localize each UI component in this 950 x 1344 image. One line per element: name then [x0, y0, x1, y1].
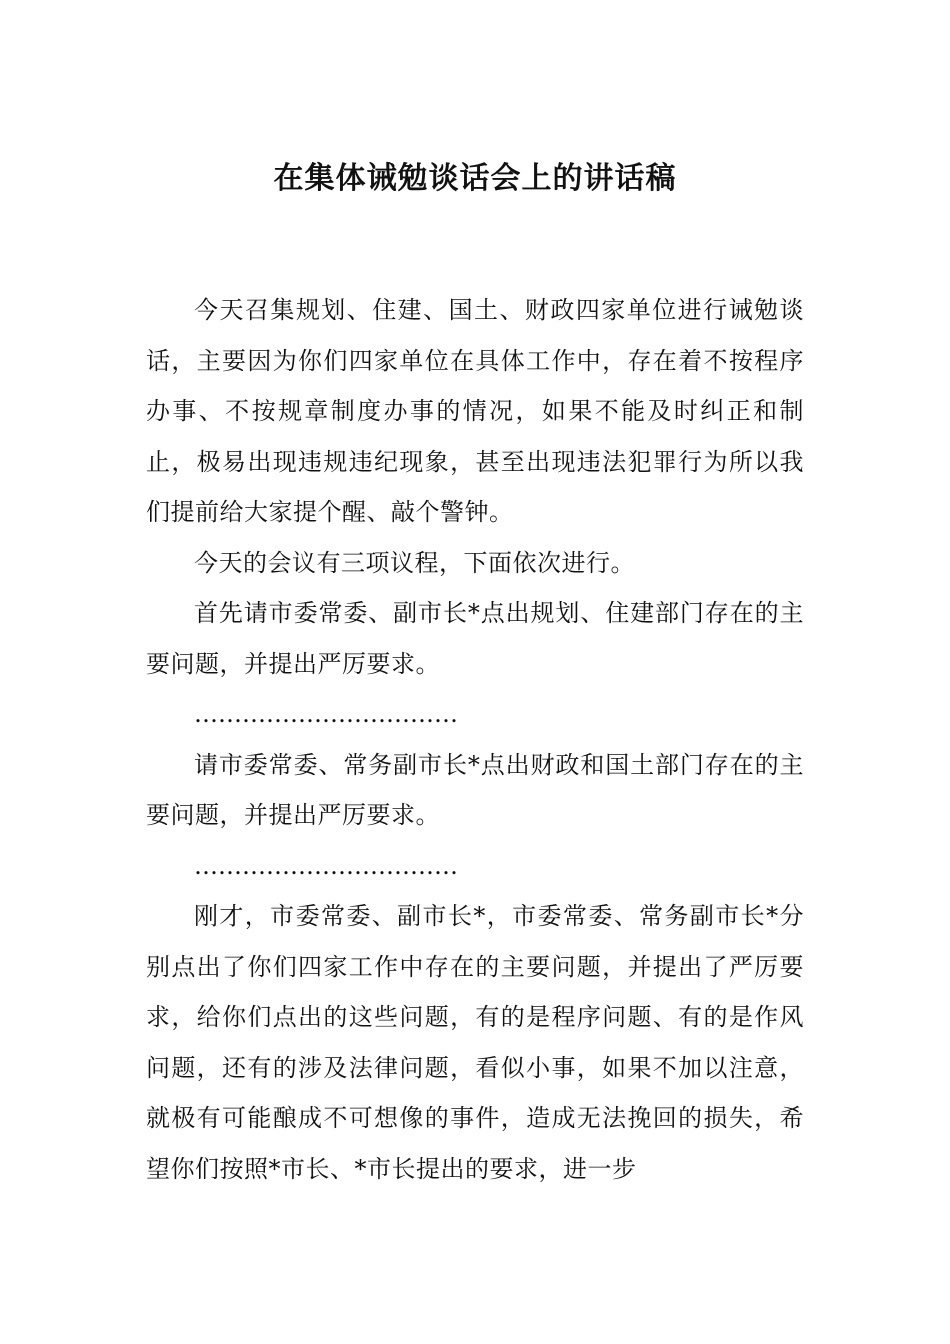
paragraph-first-item: 首先请市委常委、副市长*点出规划、住建部门存在的主要问题，并提出严厉要求。: [146, 599, 804, 678]
ellipsis-separator-1: ……………………………: [194, 700, 458, 728]
ellipsis-separator-2: ……………………………: [194, 851, 458, 880]
paragraph-second-item: 请市委常委、常务副市长*点出财政和国土部门存在的主要问题，并提出严厉要求。: [146, 750, 804, 829]
paragraph-summary: 刚才，市委常委、副市长*，市委常委、常务副市长*分别点出了你们四家工作中存在的主要问题，并提出了严厉要求，给你们点出的这些问题，有的是程序问题、有的是作风问题，还有的涉及法律问题，看似小事，如果不加以注意，就极有可能酿成不可想像的事件，造成无法挽回的损失，希望你们按照*市长、*市长提出的要求，进一步: [146, 902, 804, 1183]
document-title: 在集体诫勉谈话会上的讲话稿: [273, 161, 677, 196]
paragraph-agenda: 今天的会议有三项议程，下面依次进行。: [194, 548, 635, 577]
paragraph-intro: 今天召集规划、住建、国土、财政四家单位进行诫勉谈话，主要因为你们四家单位在具体工作中，存在着不按程序办事、不按规章制度办事的情况，如果不能及时纠正和制止，极易出现违规违纪现象，甚至出现违法犯罪行为所以我们提前给大家提个醒、敲个警钟。: [146, 296, 804, 526]
document-body: [146, 285, 804, 1194]
